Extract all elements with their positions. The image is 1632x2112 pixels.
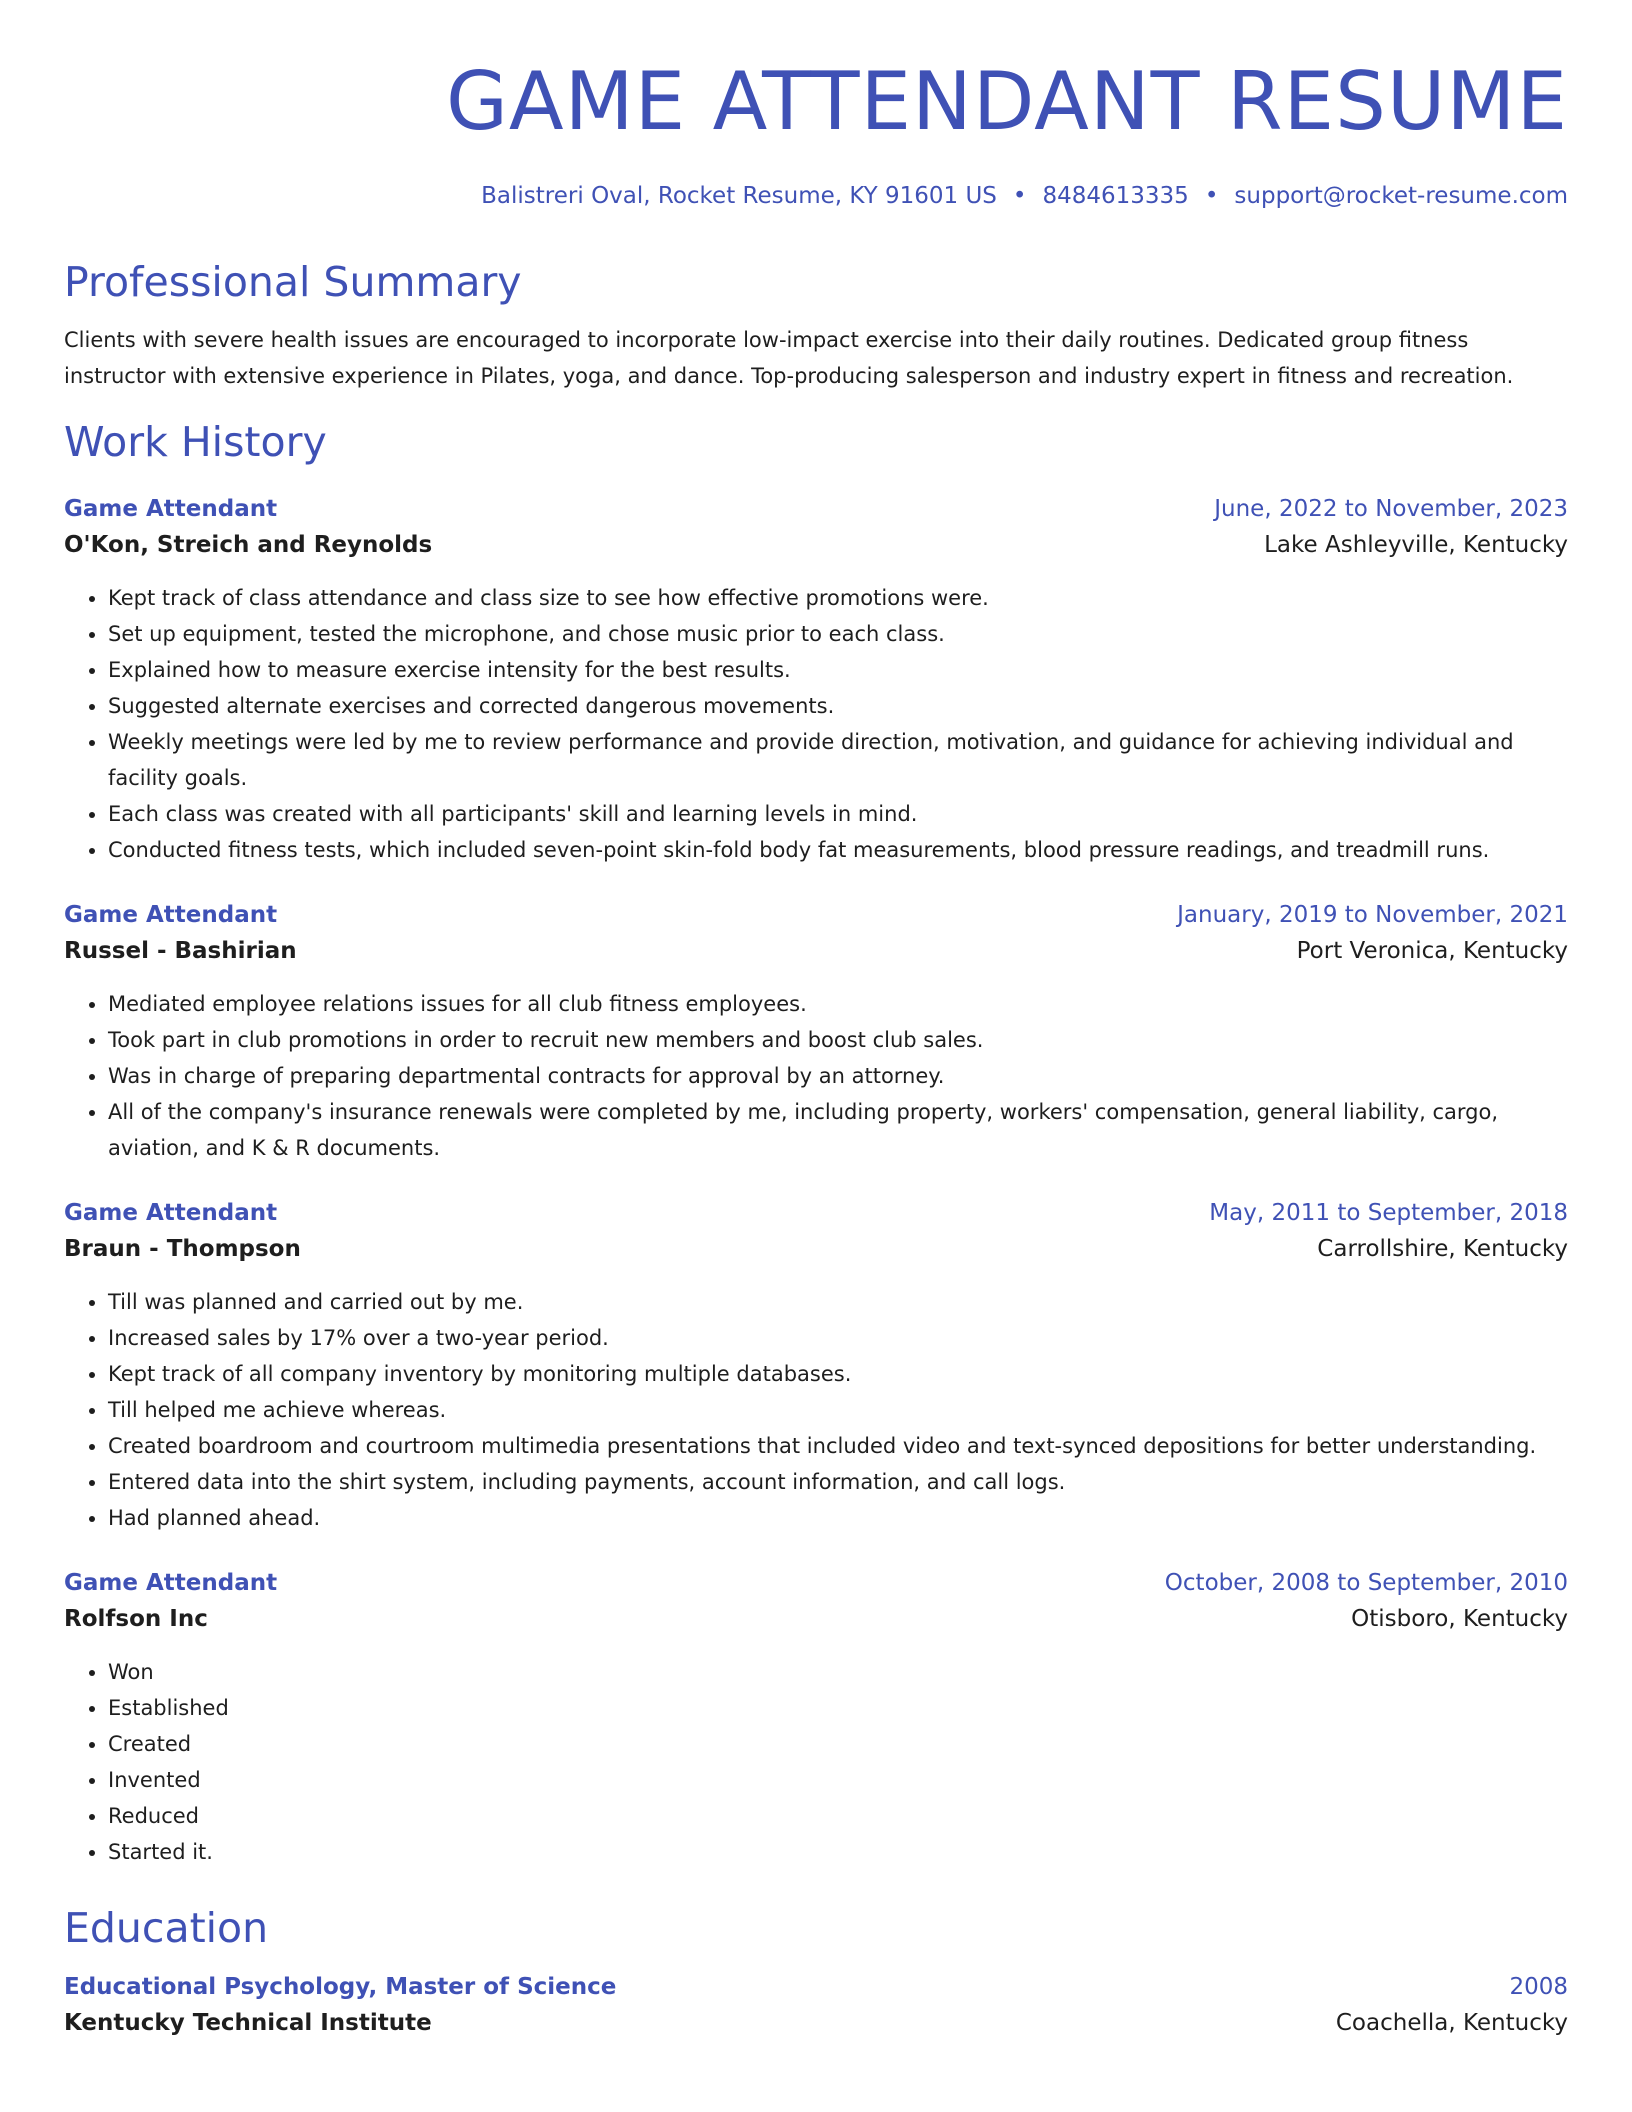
job-dates: October, 2008 to September, 2010 <box>1164 1570 1568 1596</box>
work-history-list <box>64 492 1568 1870</box>
summary-heading: Professional Summary <box>64 258 522 306</box>
resume-title: GAME ATTENDANT RESUME <box>445 55 1568 148</box>
education-location: Coachella, Kentucky <box>1335 2010 1568 2036</box>
job-bullet: • Reduced <box>108 1798 1568 1834</box>
job-title: Game Attendant <box>64 902 278 928</box>
job-company: Braun - Thompson <box>64 1236 301 1262</box>
job-company: Rolfson Inc <box>64 1606 208 1632</box>
job-header-row <box>64 1566 1568 1600</box>
contact-address: Balistreri Oval, Rocket Resume, KY 91601 US <box>481 183 997 209</box>
job-entry <box>64 1196 1568 1536</box>
job-bullet: • Kept track of all company inventory by monitoring multiple databases. <box>108 1356 1568 1392</box>
job-entry <box>64 898 1568 1166</box>
education-school-row <box>64 2004 1568 2042</box>
job-header-row <box>64 898 1568 932</box>
job-bullet: • Suggested alternate exercises and corrected dangerous movements. <box>108 688 1568 724</box>
job-bullet: • Established <box>108 1690 1568 1726</box>
education-heading: Education <box>64 1904 269 1952</box>
job-bullet: • Won <box>108 1654 1568 1690</box>
job-company-row <box>64 932 1568 970</box>
education-header-row <box>64 1970 1568 2004</box>
job-bullet: • Conducted fitness tests, which included seven-point skin-fold body fat measurements, blood pressure readings, and treadmill runs. <box>108 832 1568 868</box>
contact-line <box>64 182 1568 210</box>
job-dates: June, 2022 to November, 2023 <box>1214 496 1568 522</box>
job-entry <box>64 1566 1568 1870</box>
job-bullet: • Each class was created with all participants' skill and learning levels in mind. <box>108 796 1568 832</box>
job-company-row <box>64 526 1568 564</box>
job-bullet: • Mediated employee relations issues for all club fitness employees. <box>108 986 1568 1022</box>
contact-separator: • <box>1012 183 1027 209</box>
job-bullet: • Invented <box>108 1762 1568 1798</box>
job-bullet: • Had planned ahead. <box>108 1500 1568 1536</box>
job-title: Game Attendant <box>64 496 278 522</box>
job-bullet: • Kept track of class attendance and class size to see how effective promotions were. <box>108 580 1568 616</box>
job-entry <box>64 492 1568 868</box>
education-school: Kentucky Technical Institute <box>64 2010 432 2036</box>
job-bullet: • Explained how to measure exercise intensity for the best results. <box>108 652 1568 688</box>
job-bullets <box>64 1654 1568 1870</box>
job-dates: January, 2019 to November, 2021 <box>1177 902 1568 928</box>
job-location: Otisboro, Kentucky <box>1351 1606 1568 1632</box>
job-bullet: • Was in charge of preparing departmental contracts for approval by an attorney. <box>108 1058 1568 1094</box>
job-bullet: • Till helped me achieve whereas. <box>108 1392 1568 1428</box>
job-location: Lake Ashleyville, Kentucky <box>1264 532 1568 558</box>
job-bullet: • All of the company's insurance renewals were completed by me, including property, workers' compensation, general liability, cargo, aviation, and K & R documents. <box>108 1094 1568 1166</box>
contact-phone: 8484613335 <box>1042 183 1189 209</box>
job-bullet: • Weekly meetings were led by me to review performance and provide direction, motivation, and guidance for achieving individual and facility goals. <box>108 724 1568 796</box>
job-bullet: • Entered data into the shirt system, including payments, account information, and call logs. <box>108 1464 1568 1500</box>
job-company-row <box>64 1600 1568 1638</box>
work-history-heading: Work History <box>64 418 327 466</box>
job-bullet: • Till was planned and carried out by me. <box>108 1284 1568 1320</box>
job-dates: May, 2011 to September, 2018 <box>1209 1200 1568 1226</box>
job-bullet: • Created boardroom and courtroom multimedia presentations that included video and text-synced depositions for better understanding. <box>108 1428 1568 1464</box>
job-bullet: • Took part in club promotions in order to recruit new members and boost club sales. <box>108 1022 1568 1058</box>
contact-email: support@rocket-resume.com <box>1234 183 1568 209</box>
job-bullet: • Set up equipment, tested the microphone, and chose music prior to each class. <box>108 616 1568 652</box>
job-title: Game Attendant <box>64 1200 278 1226</box>
job-header-row <box>64 492 1568 526</box>
contact-separator: • <box>1204 183 1219 209</box>
job-bullets <box>64 986 1568 1166</box>
job-company-row <box>64 1230 1568 1268</box>
job-bullet: • Started it. <box>108 1834 1568 1870</box>
job-location: Port Veronica, Kentucky <box>1296 938 1568 964</box>
job-bullets <box>64 580 1568 868</box>
job-company: O'Kon, Streich and Reynolds <box>64 532 433 558</box>
job-company: Russel - Bashirian <box>64 938 297 964</box>
job-bullet: • Increased sales by 17% over a two-year period. <box>108 1320 1568 1356</box>
job-bullet: • Created <box>108 1726 1568 1762</box>
job-title: Game Attendant <box>64 1570 278 1596</box>
job-location: Carrollshire, Kentucky <box>1317 1236 1568 1262</box>
education-degree: Educational Psychology, Master of Science <box>64 1974 617 2000</box>
job-bullets <box>64 1284 1568 1536</box>
job-header-row <box>64 1196 1568 1230</box>
summary-text: Clients with severe health issues are encouraged to incorporate low-impact exercise into their daily routines. Dedicated group fitness instructor with extensive experience in Pilates, yoga, and dance. Top-producing salesperson and industry expert in fitness and recreation. <box>64 328 1514 388</box>
education-year: 2008 <box>1509 1974 1568 2000</box>
education-entry <box>64 1970 1568 2042</box>
